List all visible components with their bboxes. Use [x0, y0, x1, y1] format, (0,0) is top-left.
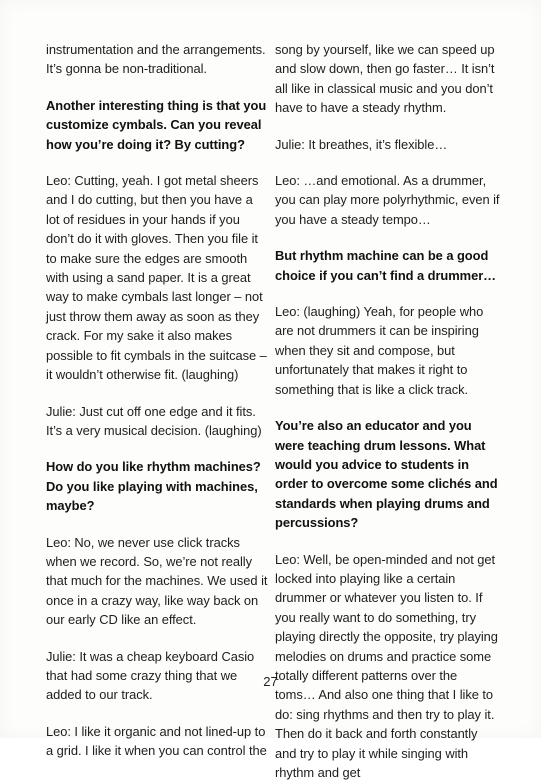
- paragraph-question: You’re also an educator and you were teaching drum lessons. What would you advice to students in order to overcome some clichés and standards when playing drums and percussions?: [275, 418, 498, 531]
- paragraph-answer: instrumentation and the arrangements. It’s gonna be non-traditional.: [46, 42, 266, 77]
- paragraph-answer: Julie: It was a cheap keyboard Casio that had some crazy thing that we added to our track.: [46, 648, 255, 703]
- paragraph-question: Another interesting thing is that you customize cymbals. Can you reveal how you’re doing it? By cutting?: [46, 97, 267, 152]
- paragraph-answer: Leo: Well, be open-minded and not get locked into playing like a certain drummer or whatever you listen to. If you really want to do something, try playing directly the opposite, try playing melodies on drums and practice some totally different patterns over the toms… And also one thing that I like to do: sing rhythms and then try to play it. Then do it back and forth constantly and try to play it while singing with rhythm and get: [275, 551, 498, 780]
- paragraph-answer: Leo: …and emotional. As a drummer, you can play more polyrhythmic, even if you have a steady tempo…: [275, 173, 500, 227]
- paragraph-answer: Leo: I like it organic and not lined-up to a grid. I like it when you can control the: [46, 723, 267, 759]
- paragraph-answer: song by yourself, like we can speed up and slow down, then go faster… It isn’t all like in classical music and you don’t have to have a steady rhythm.: [275, 42, 495, 116]
- page-number: 27: [263, 674, 278, 689]
- paragraph-answer: Julie: It breathes, it’s flexible…: [275, 136, 448, 152]
- right-column: [275, 40, 501, 782]
- paragraph-answer: Leo: Cutting, yeah. I got metal sheers and I do cutting, but then you have a lot of residues in your hands if you don’t do it with gloves. Then you file it to make sure the edges are smooth with using a sand paper. It is a great way to make cymbals last longer – not just throw them away as soon as they crack. For my sake it also makes possible to fit cymbals in the suitcase – it wouldn’t otherwise fit. (laughing): [46, 173, 267, 383]
- left-column: [46, 40, 268, 761]
- paragraph-answer: Leo: No, we never use click tracks when we record. So, we’re not really that much for the machines. We used it once in a crazy way, like way back on our early CD like an effect.: [46, 534, 268, 628]
- paragraph-question: How do you like rhythm machines? Do you like playing with machines, maybe?: [46, 459, 261, 514]
- paragraph-question: But rhythm machine can be a good choice if you can’t find a drummer…: [275, 248, 497, 283]
- paragraph-answer: Leo: (laughing) Yeah, for people who are not drummers it can be inspiring when they sit and compose, but unfortunately that makes it right to something that is like a click track.: [275, 304, 484, 397]
- paragraph-answer: Julie: Just cut off one edge and it fits. It’s a very musical decision. (laughing): [46, 403, 262, 438]
